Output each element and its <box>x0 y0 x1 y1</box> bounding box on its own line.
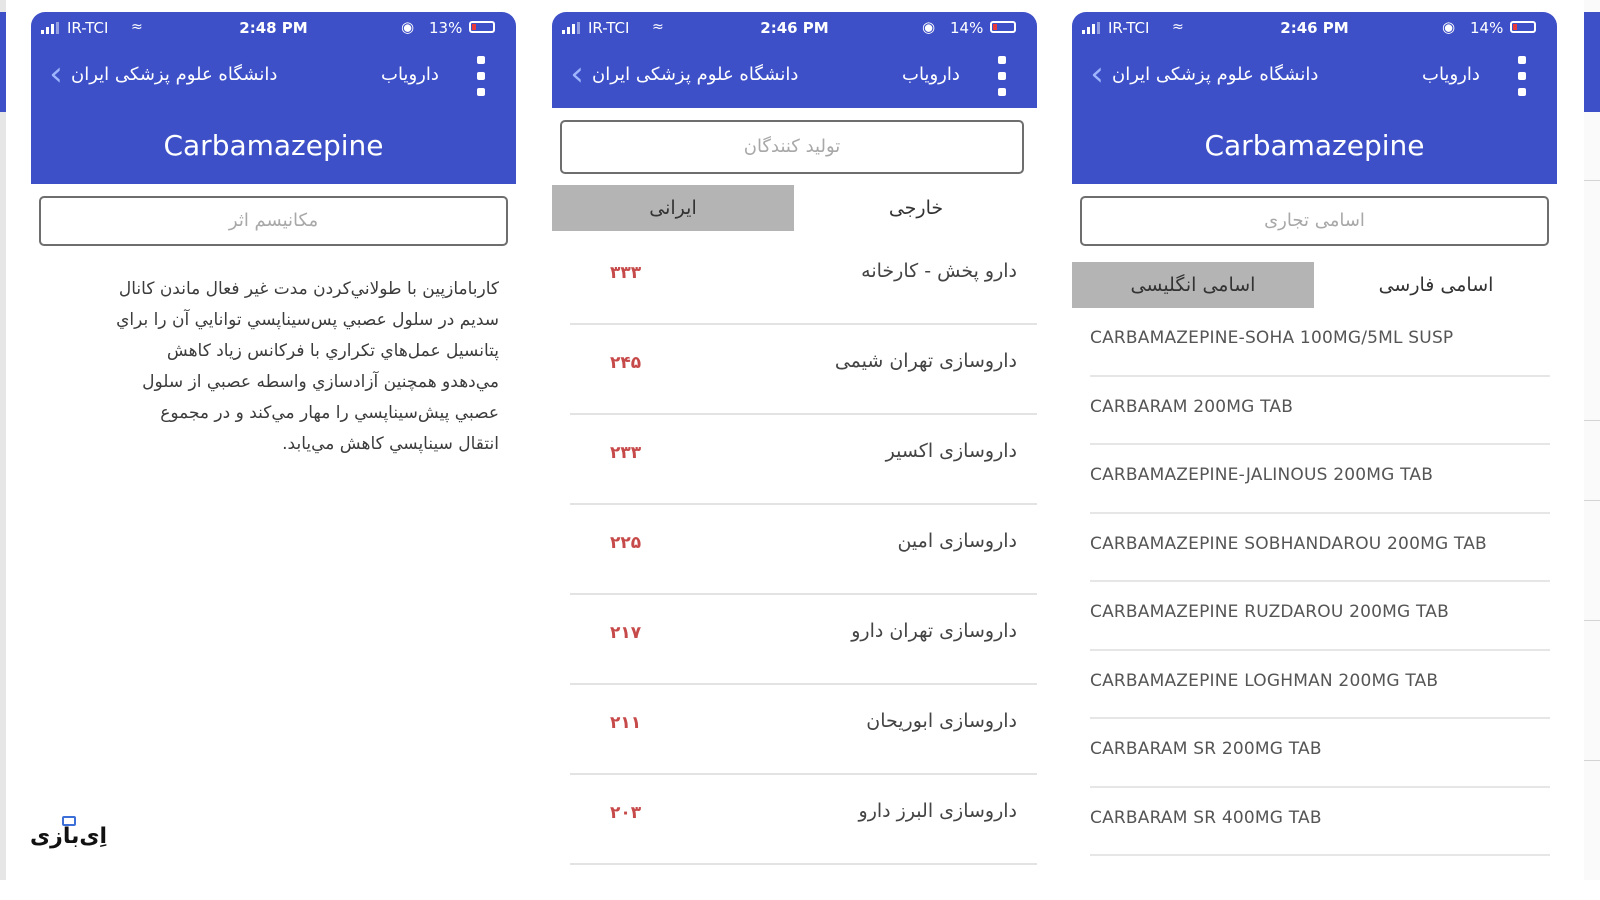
manufacturer-name: داروسازی اکسیر <box>885 440 1017 462</box>
brand-name-list <box>1090 308 1550 856</box>
carrier-name: IR-TCI <box>1108 19 1150 37</box>
text-line: انتقال سيناپسي کاهش مي‌يابد. <box>282 434 499 454</box>
list-item[interactable] <box>570 235 1037 325</box>
brand-name: CARBARAM SR 400MG TAB <box>1090 807 1322 828</box>
tab-persian-names[interactable]: اسامی فارسی <box>1378 274 1494 296</box>
rotation-lock-icon: ◉ <box>401 18 415 36</box>
product-count: ۲۳۳ <box>610 443 642 463</box>
more-menu-icon[interactable] <box>1512 54 1532 98</box>
battery-percent: 14% <box>950 19 984 37</box>
text-line: کاربامازپين با طولاني‌کردن مدت غير فعال ماندن کانال <box>118 279 499 299</box>
app-name: دارویاب <box>902 64 960 85</box>
text-line: مي‌دهدو همچنين آزادسازي واسطه عصبي از سلول <box>142 372 499 392</box>
brand-name: CARBAMAZEPINE RUZDAROU 200MG TAB <box>1090 602 1449 622</box>
list-item[interactable] <box>1090 788 1550 857</box>
list-item[interactable] <box>1090 719 1550 788</box>
carrier-name: IR-TCI <box>588 19 630 37</box>
product-count: ۲۴۵ <box>610 353 642 373</box>
brand-name: CARBARAM 200MG TAB <box>1090 396 1294 417</box>
section-header-manufacturers: تولید کنندگان <box>560 120 1024 174</box>
tab-foreign[interactable]: خارجی <box>888 197 944 219</box>
brand-name: CARBAMAZEPINE LOGHMAN 200MG TAB <box>1090 670 1439 691</box>
tab-iranian[interactable]: ایرانی <box>552 185 794 231</box>
text-line: عصبي پيش‌سيناپسي را مهار مي‌کند و در مجموع <box>160 403 499 423</box>
product-count: ۳۳۳ <box>610 263 642 283</box>
status-time: 2:46 PM <box>1280 19 1349 37</box>
nav-bar <box>31 44 516 108</box>
phone-screen-brand-names <box>1072 12 1557 887</box>
list-item[interactable] <box>1090 445 1550 514</box>
wifi-icon: ≈ <box>652 19 664 35</box>
origin-tabs <box>552 185 1037 231</box>
battery-icon <box>1510 21 1536 33</box>
wifi-icon: ≈ <box>1172 19 1184 35</box>
list-item[interactable] <box>1090 582 1550 651</box>
manufacturer-name: داروسازی ابوریحان <box>866 710 1017 732</box>
manufacturer-name: داروسازی البرز دارو <box>858 800 1017 822</box>
list-item[interactable] <box>570 595 1037 685</box>
back-title[interactable]: دانشگاه علوم پزشکی ایران <box>71 64 278 85</box>
watermark-text: اِی‌بازی <box>30 824 108 849</box>
more-menu-icon[interactable] <box>471 54 491 98</box>
status-bar <box>31 12 516 44</box>
battery-percent: 14% <box>1470 19 1504 37</box>
language-tabs <box>1072 262 1557 308</box>
list-item[interactable] <box>1090 651 1550 720</box>
list-item[interactable] <box>570 775 1037 865</box>
rotation-lock-icon: ◉ <box>1442 18 1456 36</box>
list-item[interactable] <box>570 685 1037 775</box>
back-chevron-icon[interactable]: ‹ <box>49 54 63 94</box>
list-item[interactable] <box>570 325 1037 415</box>
mechanism-text <box>43 274 499 460</box>
brand-name: CARBAMAZEPINE-JALINOUS 200MG TAB <box>1090 465 1434 485</box>
manufacturer-name: داروسازی تهران دارو <box>851 620 1017 642</box>
product-count: ۲۱۷ <box>610 623 642 643</box>
manufacturer-name: دارو پخش - کارخانه <box>861 260 1017 282</box>
text-line: پتانسيل عمل‌هاي تکراري با فرکانس زياد کاهش <box>166 341 499 361</box>
previous-screen-edge <box>0 0 6 880</box>
watermark-logo <box>30 816 108 856</box>
battery-percent: 13% <box>429 19 463 37</box>
back-title[interactable]: دانشگاه علوم پزشکی ایران <box>592 64 799 85</box>
tab-english-names[interactable]: اسامی انگلیسی <box>1072 262 1314 308</box>
brand-name: CARBARAM SR 200MG TAB <box>1090 739 1322 759</box>
divider <box>1584 420 1600 421</box>
battery-icon <box>469 21 495 33</box>
phone-screen-mechanism <box>31 12 516 887</box>
back-chevron-icon[interactable]: ‹ <box>1090 54 1104 94</box>
manufacturer-name: داروسازی تهران شیمی <box>834 350 1017 372</box>
next-screen-header <box>1584 12 1600 112</box>
list-item[interactable] <box>570 415 1037 505</box>
status-time: 2:46 PM <box>760 19 829 37</box>
manufacturer-list <box>570 235 1037 865</box>
product-count: ۲۲۵ <box>610 533 642 553</box>
divider <box>1584 760 1600 761</box>
battery-icon <box>990 21 1016 33</box>
product-count: ۲۱۱ <box>610 713 642 733</box>
status-time: 2:48 PM <box>239 19 308 37</box>
app-name: دارویاب <box>1422 64 1480 85</box>
brand-name: CARBAMAZEPINE-SOHA 100MG/5ML SUSP <box>1090 328 1454 348</box>
list-item[interactable] <box>1090 377 1550 446</box>
list-item[interactable] <box>1090 308 1550 377</box>
previous-screen-header <box>0 12 6 112</box>
back-chevron-icon[interactable]: ‹ <box>570 54 584 94</box>
divider <box>1584 620 1600 621</box>
carrier-name: IR-TCI <box>67 19 109 37</box>
section-header-mechanism: مکانیسم اثر <box>39 196 508 246</box>
status-bar <box>552 12 1037 44</box>
next-screen-edge <box>1584 0 1600 880</box>
nav-bar <box>552 44 1037 108</box>
brand-name: CARBAMAZEPINE SOBHANDAROU 200MG TAB <box>1090 533 1487 554</box>
product-count: ۲۰۳ <box>610 803 642 823</box>
status-bar <box>1072 12 1557 44</box>
wifi-icon: ≈ <box>131 19 143 35</box>
list-item[interactable] <box>570 505 1037 595</box>
app-name: دارویاب <box>381 64 439 85</box>
back-title[interactable]: دانشگاه علوم پزشکی ایران <box>1112 64 1319 85</box>
drug-title: Carbamazepine <box>1072 108 1557 184</box>
manufacturer-name: داروسازی امین <box>897 530 1017 552</box>
more-menu-icon[interactable] <box>992 54 1012 98</box>
text-line: سديم در سلول عصبي پس‌سيناپسي توانايي آن را براي <box>116 310 499 330</box>
rotation-lock-icon: ◉ <box>922 18 936 36</box>
drug-title: Carbamazepine <box>31 108 516 184</box>
section-header-brand-names: اسامی تجاری <box>1080 196 1549 246</box>
phone-screen-manufacturers <box>552 12 1037 887</box>
nav-bar <box>1072 44 1557 108</box>
divider <box>1584 180 1600 181</box>
divider <box>1584 500 1600 501</box>
list-item[interactable] <box>1090 514 1550 583</box>
